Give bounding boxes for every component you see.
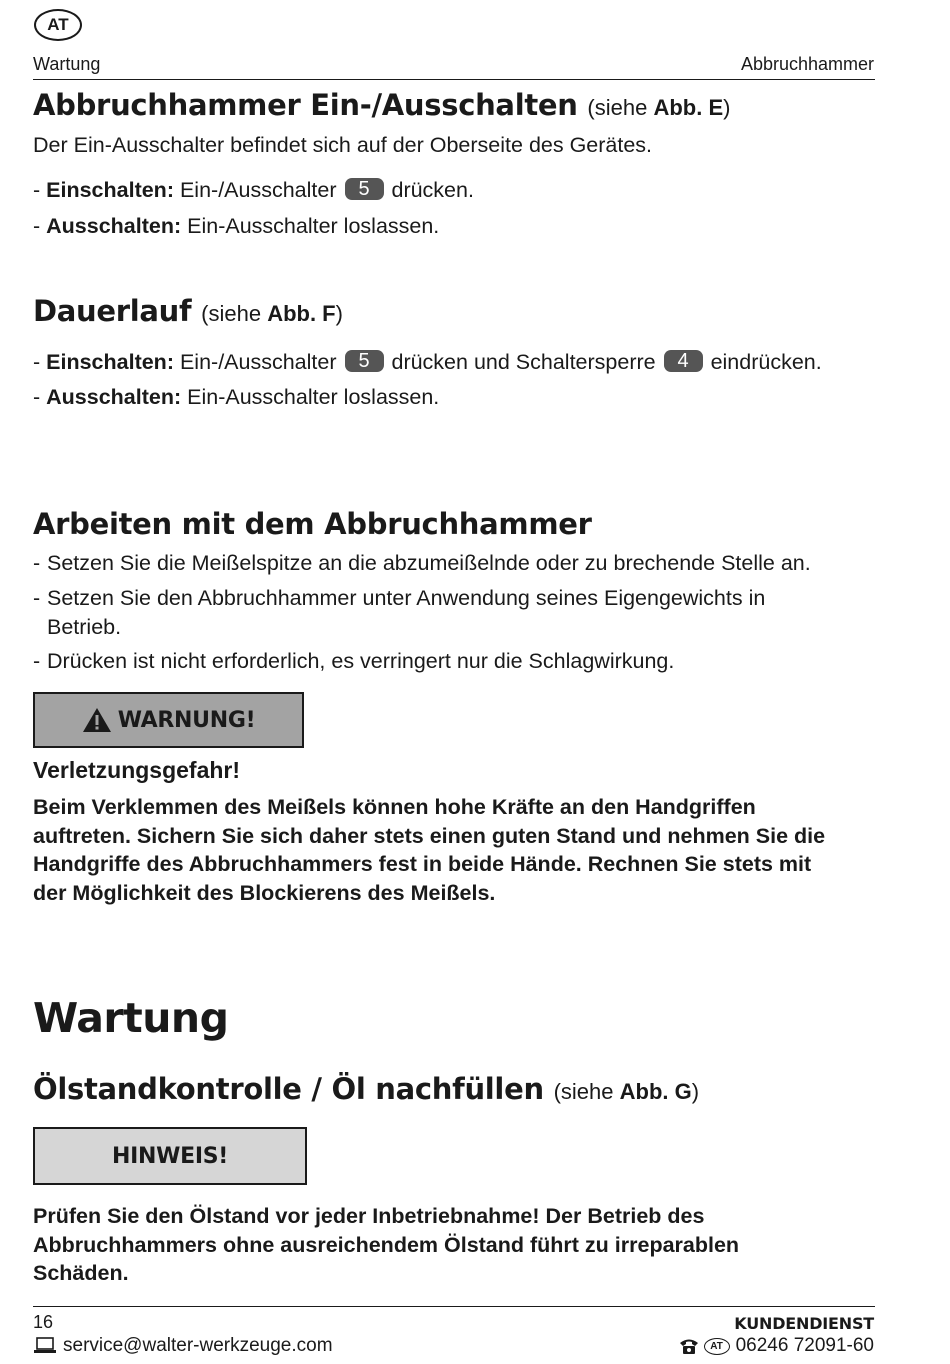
warning-subtitle: Verletzungsgefahr! [33,757,241,783]
section-switch-item-on: - Einschalten: Ein-/Ausschalter 5 drücken. [33,178,474,202]
section-continuous-item-off: - Ausschalten: Ein-Ausschalter loslassen. [33,385,440,409]
list-item: - Setzen Sie den Abbruchhammer unter Anwendung seines Eigengewichts in Betrieb. [33,586,766,639]
section-continuous-title [33,294,875,328]
section-continuous [33,294,875,328]
section-switch-figure-ref: (siehe Abb. E) [587,95,731,120]
footer-phone [678,1335,874,1357]
header-product-label: Abbruchhammer [740,54,874,74]
section-switch-intro: Der Ein-Ausschalter befindet sich auf der Oberseite des Gerätes. [33,133,653,157]
section-switch-title-text: Abbruchhammer Ein-/Ausschalten [33,88,578,122]
hint-label: HINWEIS! [112,1143,228,1169]
warning-label: WARNUNG! [117,707,256,733]
hint-box [33,1127,307,1185]
header-section-label: Wartung [33,54,101,74]
part-number-badge: 5 [345,178,384,200]
part-number-badge: 4 [664,350,703,372]
section-working [33,507,875,541]
section-continuous-figure-ref: (siehe Abb. F) [201,301,343,326]
section-working-list [33,549,875,676]
section-working-title: Arbeiten mit dem Abbruchhammer [33,507,592,541]
country-badge [34,9,82,41]
oil-section [33,1072,875,1106]
list-item: - Setzen Sie die Meißelspitze an die abzumeißelnde oder zu brechende Stelle an. [33,551,811,575]
page-number: 16 [33,1312,54,1332]
oil-section-title [33,1072,875,1106]
laptop-icon [33,1337,57,1355]
header-divider [33,79,875,80]
oil-section-title-text: Ölstandkontrolle / Öl nachfüllen [33,1072,544,1106]
section-switch [33,88,875,122]
section-switch-title [33,88,875,122]
hint-text: Prüfen Sie den Ölstand vor jeder Inbetriebnahme! Der Betrieb des Abbruchhammers ohne ausreichendem Ölstand führt zu irreparablen Schäden. [33,1204,740,1285]
section-continuous-item-on: - Einschalten: Ein-/Ausschalter 5 drücken und Schaltersperre 4 eindrücken. [33,350,822,374]
phone-country-badge: AT [704,1338,730,1355]
section-switch-item-off: - Ausschalten: Ein-Ausschalter loslassen. [33,214,440,238]
footer-email [33,1335,333,1357]
list-item: - Drücken ist nicht erforderlich, es verringert nur die Schlagwirkung. [33,649,675,673]
warning-triangle-icon [82,707,112,733]
service-label: KUNDENDIENST [734,1314,874,1333]
warning-text: Beim Verklemmen des Meißels können hohe Kräfte an den Handgriffen auftreten. Sichern Sie sich daher stets einen guten Stand und nehmen Sie die Handgriffe des Abbruchhammers fest in beide Hände. Rechnen Sie stets mit der Möglichkeit des Blockierens des Meißels. [33,795,826,905]
section-continuous-title-text: Dauerlauf [33,294,192,328]
telephone-icon [678,1337,700,1355]
oil-section-figure-ref: (siehe Abb. G) [553,1079,700,1104]
country-badge-label: AT [47,15,69,34]
part-number-badge: 5 [345,350,384,372]
footer-divider [33,1306,875,1307]
email-link[interactable]: service@walter-werkzeuge.com [63,1335,333,1356]
maintenance-title: Wartung [33,994,229,1042]
phone-number[interactable]: 06246 72091-60 [735,1335,874,1356]
warning-box [33,692,304,748]
